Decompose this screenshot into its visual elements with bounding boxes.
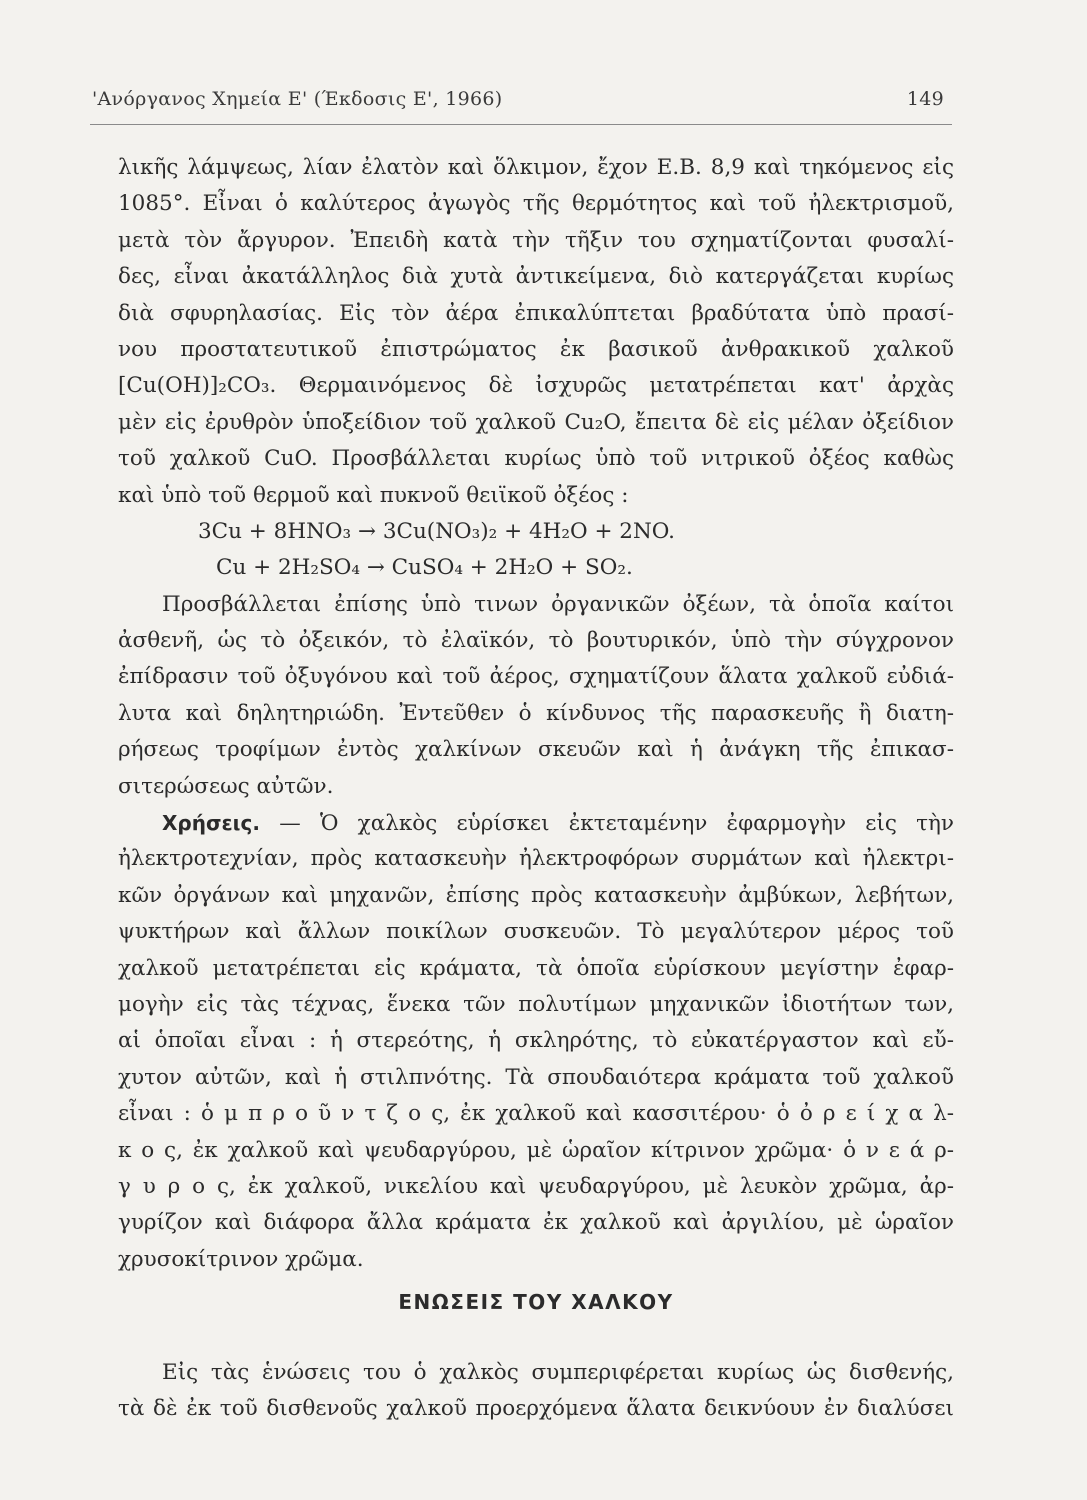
text-line: γυρίζον καὶ διάφορα ἄλλα κράματα ἐκ χαλκοῦ καὶ ἀργιλίου, μὲ ὡραῖον [118, 1210, 954, 1236]
text-line: Προσβάλλεται ἐπίσης ὑπὸ τινων ὀργανικῶν ὀξέων, τὰ ὁποῖα καίτοι [162, 591, 954, 617]
text-line: τὰ δὲ ἐκ τοῦ δισθενοῦς χαλκοῦ προερχόμενα ἅλατα δεικνύουν ἐν διαλύσει [118, 1396, 954, 1422]
text-line: ἐπίδρασιν τοῦ ὀξυγόνου καὶ τοῦ ἀέρος, σχηματίζουν ἅλατα χαλκοῦ εὐδιά- [118, 664, 954, 690]
text-line: [Cu(OH)]₂CO₃. Θερμαινόμενος δὲ ἰσχυρῶς μετατρέπεται κατ' ἀρχὰς [118, 373, 954, 399]
text-line: εἶναι : ὁ μ π ρ ο ῦ ν τ ζ ο ς, ἐκ χαλκοῦ καὶ κασσιτέρου· ὁ ὀ ρ ε ί χ α λ- [118, 1101, 954, 1127]
text-line: αἱ ὁποῖαι εἶναι : ἡ στερεότης, ἡ σκληρότης, τὸ εὐκατέργαστον καὶ εὔ- [118, 1028, 954, 1054]
text-line: χυτον αὐτῶν, καὶ ἡ στιλπνότης. Τὰ σπουδαιότερα κράματα τοῦ χαλκοῦ [118, 1064, 954, 1090]
section-heading: ΕΝΩΣΕΙΣ ΤΟΥ ΧΑΛΚΟΥ [398, 1290, 674, 1314]
text-line: δες, εἶναι ἀκατάλληλος διὰ χυτὰ ἀντικείμενα, διὸ κατεργάζεται κυρίως [118, 264, 954, 290]
uses-text: — Ὁ χαλκὸς εὑρίσκει ἐκτεταμένην ἐφαρμογὴν εἰς τὴν [259, 811, 954, 837]
text-line: μογὴν εἰς τὰς τέχνας, ἕνεκα τῶν πολυτίμων μηχανικῶν ἰδιοτήτων των, [118, 991, 954, 1017]
text-line: λικῆς λάμψεως, λίαν ἐλατὸν καὶ ὅλκιμον, ἔχον Ε.Β. 8,9 καὶ τηκόμενος εἰς [118, 155, 954, 180]
text-line: γ υ ρ ο ς, ἐκ χαλκοῦ, νικελίου καὶ ψευδαργύρου, μὲ λευκὸν χρῶμα, ἀρ- [118, 1173, 954, 1199]
text-line: ἠλεκτροτεχνίαν, πρὸς κατασκευὴν ἠλεκτροφόρων συρμάτων καὶ ἠλεκτρι- [118, 846, 954, 872]
body-text [118, 150, 954, 1278]
text-line: καὶ ὑπὸ τοῦ θερμοῦ καὶ πυκνοῦ θειϊκοῦ ὀξέος : [118, 482, 629, 508]
text-line: μὲν εἰς ἐρυθρὸν ὑποξείδιον τοῦ χαλκοῦ Cu₂O, ἔπειτα δὲ εἰς μέλαν ὀξείδιον [118, 409, 954, 435]
uses-first-line [118, 805, 954, 841]
text-line: 1085°. Εἶναι ὁ καλύτερος ἀγωγὸς τῆς θερμότητος καὶ τοῦ ἠλεκτρισμοῦ, [118, 191, 954, 217]
text-line: κ ο ς, ἐκ χαλκοῦ καὶ ψευδαργύρου, μὲ ὡραῖον κίτρινον χρῶμα· ὁ ν ε ά ρ- [118, 1137, 954, 1163]
equation-nitric: 3Cu + 8HNO₃ → 3Cu(NO₃)₂ + 4H₂O + 2NO. [198, 518, 675, 544]
text-line: ἀσθενῆ, ὡς τὸ ὀξεικόν, τὸ ἐλαϊκόν, τὸ βουτυρικόν, ὑπὸ τὴν σύγχρονον [118, 628, 954, 654]
running-title: 'Ανόργανος Χημεία Ε' (Έκδοσις Ε', 1966) [92, 88, 503, 110]
text-line: ρήσεως τροφίμων ἐντὸς χαλκίνων σκευῶν καὶ ἡ ἀνάγκη τῆς ἐπικασ- [118, 737, 954, 763]
text-line: λυτα καὶ δηλητηριώδη. Ἐντεῦθεν ὁ κίνδυνος τῆς παρασκευῆς ἢ διατη- [118, 700, 954, 726]
text-line: κῶν ὀργάνων καὶ μηχανῶν, ἐπίσης πρὸς κατασκευὴν ἀμβύκων, λεβήτων, [118, 882, 954, 908]
header-rule [90, 124, 952, 125]
text-line: χαλκοῦ μετατρέπεται εἰς κράματα, τὰ ὁποῖα εὑρίσκουν μεγίστην ἐφαρ- [118, 955, 954, 981]
text-line: ψυκτήρων καὶ ἄλλων ποικίλων συσκευῶν. Τὸ μεγαλύτερον μέρος τοῦ [118, 919, 954, 945]
tail-text [118, 1355, 954, 1428]
text-line: τοῦ χαλκοῦ CuO. Προσβάλλεται κυρίως ὑπὸ τοῦ νιτρικοῦ ὀξέος καθὼς [118, 446, 954, 472]
text-line: μετὰ τὸν ἄργυρον. Ἐπειδὴ κατὰ τὴν τῆξιν του σχηματίζονται φυσαλί- [118, 227, 954, 253]
equation-sulfuric: Cu + 2H₂SO₄ → CuSO₄ + 2H₂O + SO₂. [216, 555, 633, 581]
text-line: Εἰς τὰς ἑνώσεις του ὁ χαλκὸς συμπεριφέρεται κυρίως ὡς δισθενής, [162, 1360, 954, 1385]
uses-lead: Χρήσεις. [162, 811, 260, 836]
running-header [92, 88, 950, 116]
text-line: σιτερώσεως αὐτῶν. [118, 773, 334, 799]
page-number: 149 [906, 88, 944, 110]
text-line: διὰ σφυρηλασίας. Εἰς τὸν ἀέρα ἐπικαλύπτεται βραδύτατα ὑπὸ πρασί- [118, 300, 954, 326]
text-line: χρυσοκίτρινον χρῶμα. [118, 1246, 364, 1272]
text-line: νου προστατευτικοῦ ἐπιστρώματος ἐκ βασικοῦ ἀνθρακικοῦ χαλκοῦ [118, 336, 954, 362]
